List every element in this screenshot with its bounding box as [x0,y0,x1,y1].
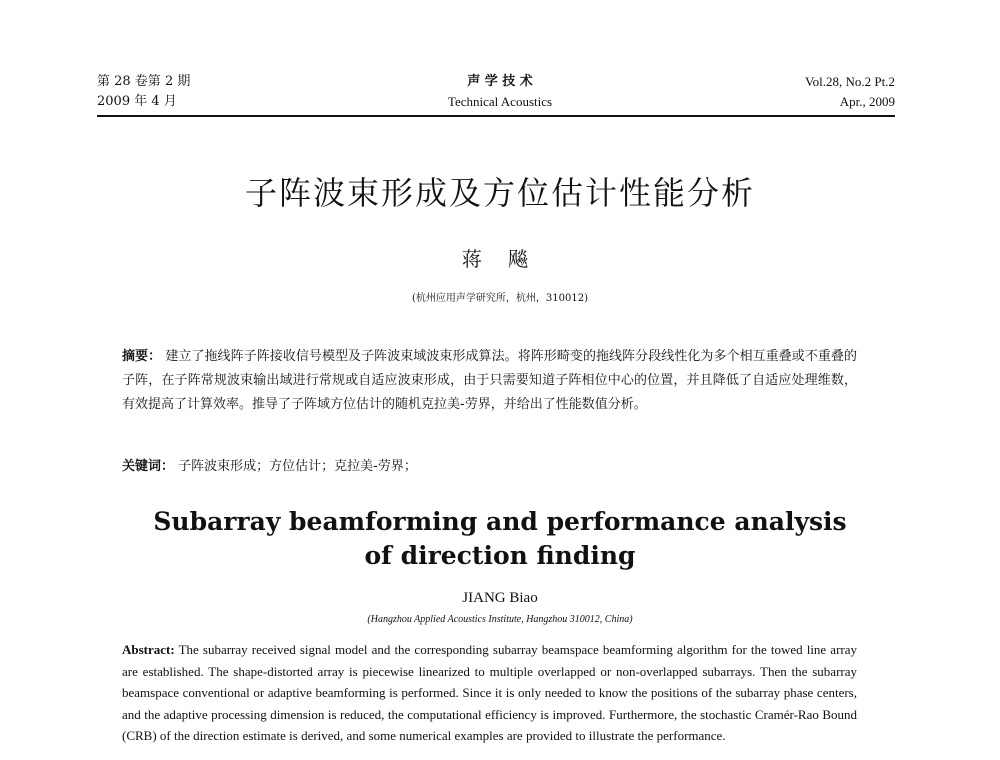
abstract-en [122,639,857,747]
keywords-cn [122,455,857,474]
header-volume-en: Vol.28, No.2 Pt.2 [804,74,895,89]
keywords-cn-text: 子阵波束形成；方位估计；克拉美-劳界； [178,459,417,474]
title-en: Subarray beamforming and performance analysis of direction finding [153,507,847,570]
header-date-cn: 2009 年 4 月 [97,94,177,109]
header-rule [97,115,895,117]
header-date-en: Apr., 2009 [839,94,895,109]
abstract-en-text: The subarray received signal model and the corresponding subarray beamspace beamforming algorithm for the towed line array are established. The shape-distorted array is piecewise linearized to multiple overlapped or non-overlapped subarrays. Then the subarray beamspace conventional or adaptive beamforming is performed. Since it is only needed to know the positions of the subarray phase centers, and the adaptive processing dimension is reduced, the computational efficiency is improved. Furthermore, the stochastic Cramér-Rao Bound (CRB) of the direction estimate is derived, and some numerical examples are provided to illustrate the performance. [122,642,857,743]
author-en: JIANG Biao [462,590,538,606]
keywords-cn-label: 关键词： [122,459,175,474]
header-journal-cn: 声 学 技 术 [467,74,533,89]
abstract-cn-label: 摘要： [122,349,162,364]
header-journal-en: Technical Acoustics [447,94,553,109]
header-volume-cn: 第 28 卷第 2 期 [97,74,191,89]
abstract-en-label: Abstract: [122,642,175,657]
title-cn: 子阵波束形成及方位估计性能分析 [244,174,755,212]
abstract-cn-text: 建立了拖线阵子阵接收信号模型及子阵波束域波束形成算法。将阵形畸变的拖线阵分段线性化为多个相互重叠或不重叠的子阵，在子阵常规波束输出域进行常规或自适应波束形成，由于只需要知道子阵相位中心的位置，并且降低了自适应处理维数，有效提高了计算效率。推导了子阵域方位估计的随机克拉美-劳界，并给出了性能数值分析。 [122,349,857,412]
abstract-cn [122,345,857,417]
affiliation-en: (Hangzhou Applied Acoustics Institute, Hangzhou 310012, China) [367,614,633,625]
author-cn: 蒋 飚 [461,247,539,271]
affiliation-cn: (杭州应用声学研究所，杭州，310012) [412,293,588,304]
